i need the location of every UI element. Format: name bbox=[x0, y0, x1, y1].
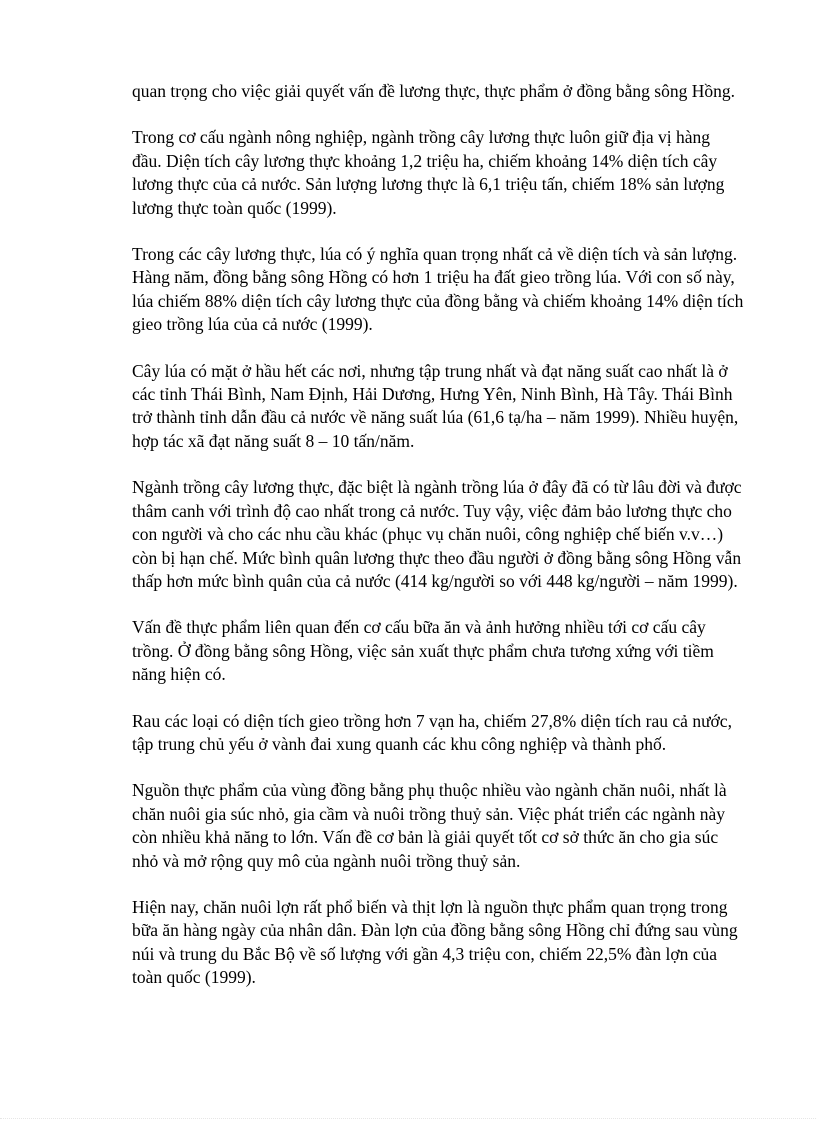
paragraph-3: Trong các cây lương thực, lúa có ý nghĩa quan trọng nhất cả về diện tích và sản lượng. Hàng năm, đồng bằng sông Hồng có hơn 1 triệu ha đất gieo trồng lúa. Với con số này, lúa chiếm 88% diện tích cây lương thực của đồng bằng và chiếm khoảng 14% diện tích gieo trồng lúa của cả nước (1999). bbox=[132, 244, 744, 335]
paragraph-9: Hiện nay, chăn nuôi lợn rất phổ biến và thịt lợn là nguồn thực phẩm quan trọng trong bữa ăn hàng ngày của nhân dân. Đàn lợn của đồng bằng sông Hồng chỉ đứng sau vùng núi và trung du Bắc Bộ về số lượng với gần 4,3 triệu con, chiếm 22,5% đàn lợn của toàn quốc (1999). bbox=[132, 896, 738, 988]
paragraph-5: Ngành trồng cây lương thực, đặc biệt là ngành trồng lúa ở đây đã có từ lâu đời và được thâm canh với trình độ cao nhất trong cả nước. Tuy vậy, việc đảm bảo lương thực cho con người và cho các nhu cầu khác (phục vụ chăn nuôi, công nghiệp chế biến v.v…) còn bị hạn chế. Mức bình quân lương thực theo đầu người ở đồng bằng sông Hồng vẫn thấp hơn mức bình quân của cả nước (414 kg/người so với 448 kg/người – năm 1999). bbox=[132, 477, 742, 591]
document-body bbox=[132, 80, 744, 1013]
paragraph-4: Cây lúa có mặt ở hầu hết các nơi, nhưng tập trung nhất và đạt năng suất cao nhất là ở các tỉnh Thái Bình, Nam Định, Hải Dương, Hưng Yên, Ninh Bình, Hà Tây. Thái Bình trở thành tỉnh dẫn đầu cả nước về năng suất lúa (61,6 tạ/ha – năm 1999). Nhiều huyện, hợp tác xã đạt năng suất 8 – 10 tấn/năm. bbox=[132, 360, 739, 451]
paragraph-2: Trong cơ cấu ngành nông nghiệp, ngành trồng cây lương thực luôn giữ địa vị hàng đầu. Diện tích cây lương thực khoảng 1,2 triệu ha, chiếm khoảng 14% diện tích cây lương thực của cả nước. Sản lượng lương thực là 6,1 triệu tấn, chiếm 18% sản lượng lương thực toàn quốc (1999). bbox=[132, 127, 725, 218]
paragraph-6: Vấn đề thực phẩm liên quan đến cơ cấu bữa ăn và ảnh hưởng nhiều tới cơ cấu cây trồng. Ở đồng bằng sông Hồng, việc sản xuất thực phẩm chưa tương xứng với tiềm năng hiện có. bbox=[132, 617, 714, 685]
paragraph-8: Nguồn thực phẩm của vùng đồng bằng phụ thuộc nhiều vào ngành chăn nuôi, nhất là chăn nuôi gia súc nhỏ, gia cầm và nuôi trồng thuỷ sản. Việc phát triển các ngành này còn nhiều khả năng to lớn. Vấn đề cơ bản là giải quyết tốt cơ sở thức ăn cho gia súc nhỏ và mở rộng quy mô của ngành nuôi trồng thuỷ sản. bbox=[132, 780, 727, 871]
paragraph-1: quan trọng cho việc giải quyết vấn đề lương thực, thực phẩm ở đồng bằng sông Hồng. bbox=[132, 81, 735, 101]
paragraph-7: Rau các loại có diện tích gieo trồng hơn 7 vạn ha, chiếm 27,8% diện tích rau cả nước, tập trung chủ yếu ở vành đai xung quanh các khu công nghiệp và thành phố. bbox=[132, 710, 732, 754]
page-edge-divider bbox=[0, 1118, 816, 1119]
